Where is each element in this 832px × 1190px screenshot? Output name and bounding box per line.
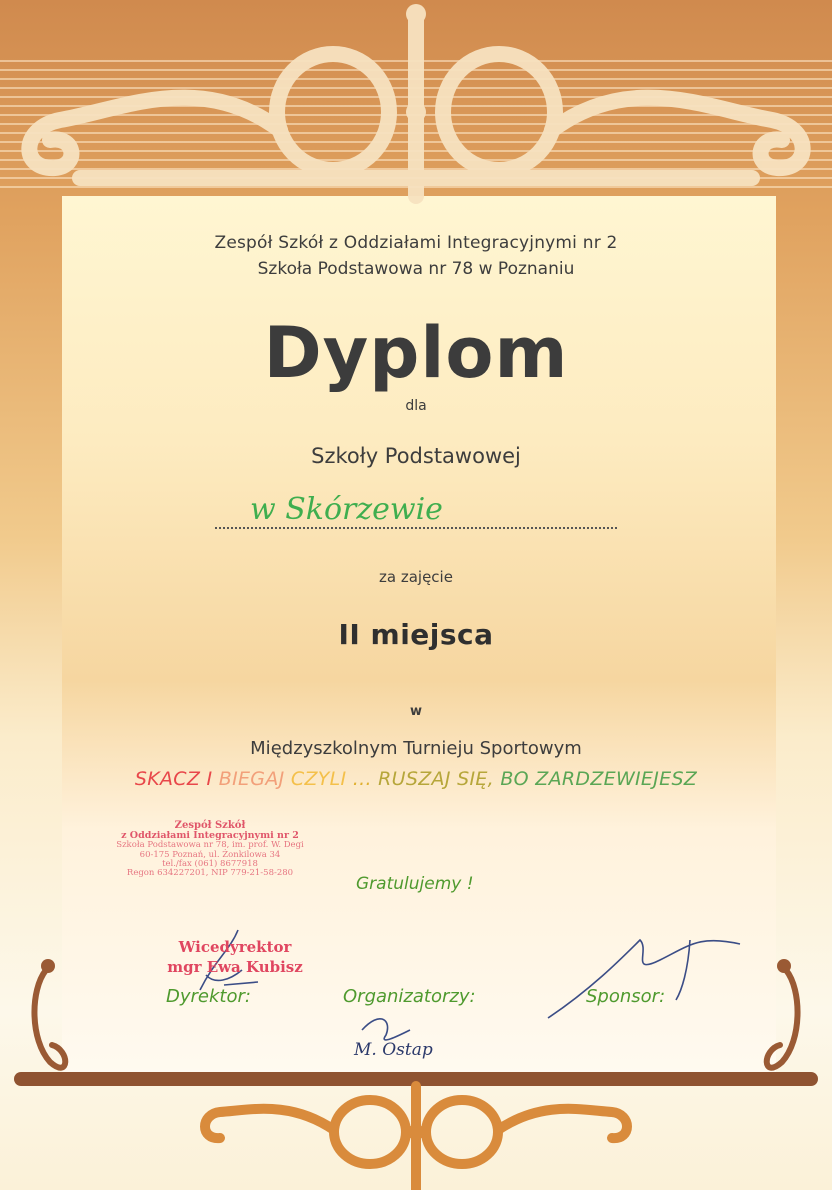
stamp-line: 60-175 Poznań, ul. Żonkilowa 34: [139, 849, 281, 860]
place-label: II miejsca: [338, 618, 494, 651]
bottom-ornament: [205, 1086, 627, 1190]
stamp-line: tel./fax (061) 8677918: [162, 859, 258, 870]
handwritten-place: w Skórzewie: [250, 492, 443, 527]
slogan: [0, 768, 832, 790]
za-zajecie-label: za zajęcie: [379, 568, 453, 586]
stamp-role: Wicedyrektor: [178, 938, 292, 956]
director-label: Dyrektor:: [166, 986, 251, 1007]
stamp-name: mgr Ewa Kubisz: [167, 957, 303, 976]
stamp-line: Szkoła Podstawowa nr 78, im. prof. W. Degi: [116, 840, 304, 851]
stamp-line: z Oddziałami Integracyjnymi nr 2: [121, 830, 299, 841]
w-label: w: [409, 704, 422, 719]
dotted-line: [215, 527, 617, 529]
organizers-label: Organizatorzy:: [343, 986, 476, 1007]
congratulations: Gratulujemy !: [356, 874, 474, 894]
slogan-part: ...: [352, 768, 379, 790]
stamp-line: Regon 634227201, NIP 779-21-58-280: [126, 868, 294, 879]
tournament-name: Międzyszkolnym Turnieju Sportowym: [250, 738, 582, 759]
slogan-part: CZYLI: [290, 768, 353, 790]
handwritten-organizer-name: M. Ostap: [354, 1040, 433, 1060]
school-name-line2: Szkoła Podstawowa nr 78 w Poznaniu: [257, 259, 575, 279]
slogan-part: BO ZARDZEWIEJESZ: [500, 768, 698, 790]
slogan-part: RUSZAJ SIĘ,: [378, 768, 501, 790]
school-stamp: [100, 820, 320, 879]
school-name-line1: Zespół Szkół z Oddziałami Integracyjnymi nr 2: [214, 233, 618, 253]
stamp-line: Zespół Szkół: [174, 820, 246, 831]
sponsor-label: Sponsor:: [586, 986, 666, 1007]
slogan-part: SKACZ: [134, 768, 207, 790]
background-stripes: [0, 60, 832, 190]
slogan-part: I: [206, 768, 219, 790]
diploma-title: Dyplom: [263, 312, 569, 394]
slogan-part: BIEGAJ: [218, 768, 291, 790]
dla-label: dla: [405, 398, 427, 414]
recipient-label: Szkoły Podstawowej: [311, 444, 521, 468]
vice-director-stamp: [140, 938, 330, 977]
